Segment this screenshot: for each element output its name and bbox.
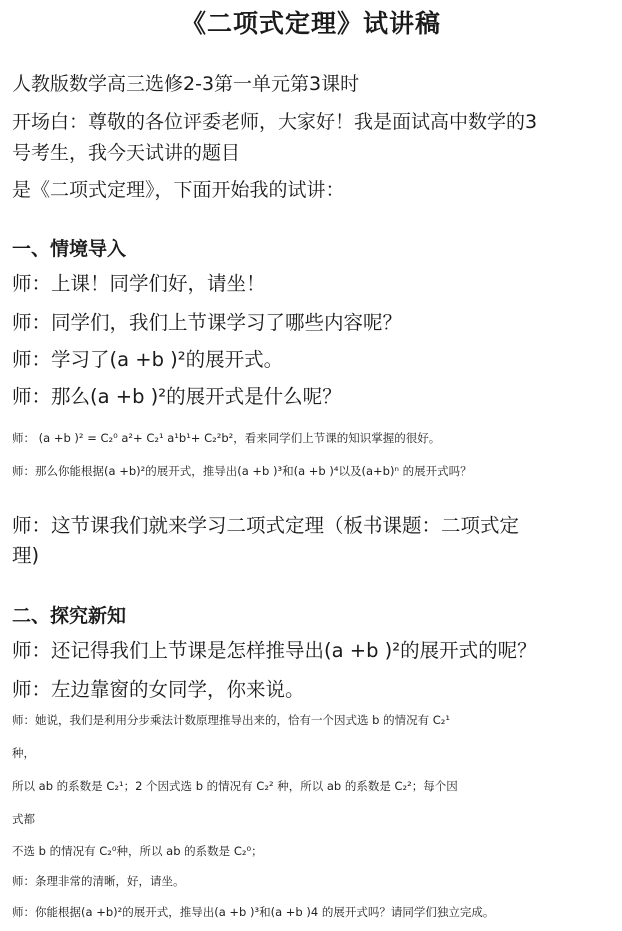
dialog-line-small: 师：你能根据(a +b)²的展开式，推导出(a +b )³和(a +b )4 的展开式吗？请同学们独立完成。 — [12, 905, 495, 919]
dialog-line-small: 式都 — [12, 812, 35, 826]
dialog-line-small: 师：条理非常的清晰，好，请坐。 — [12, 874, 185, 888]
dialog-line: 师：左边靠窗的女同学，你来说。 — [12, 678, 305, 701]
opening-line-1: 开场白：尊敬的各位评委老师，大家好！我是面试高中数学的3 — [12, 111, 538, 133]
dialog-line: 师：那么(a +b )²的展开式是什么呢？ — [12, 385, 342, 408]
dialog-line-small: 师：那么你能根据(a +b)²的展开式，推导出(a +b )³和(a +b )⁴以及(a+b)ⁿ 的展开式吗？ — [12, 464, 472, 478]
dialog-line: 师：还记得我们上节课是怎样推导出(a +b )²的展开式的呢？ — [12, 639, 537, 662]
dialog-line-small: 师：她说，我们是利用分步乘法计数原理推导出来的，恰有一个因式选 b 的情况有 C₂¹ — [12, 713, 451, 727]
dialog-line-small: 所以 ab 的系数是 C₂¹；2 个因式选 b 的情况有 C₂² 种，所以 ab 的系数是 C₂²；每个因 — [12, 779, 458, 793]
dialog-line: 师：这节课我们就来学习二项式定理（板书课题：二项式定 — [12, 514, 520, 537]
dialog-line-small: 种， — [12, 746, 35, 760]
section-heading-1: 一、情境导入 — [12, 238, 127, 260]
document-title: 《二项式定理》试讲稿 — [180, 9, 441, 38]
dialog-line: 师：同学们，我们上节课学习了哪些内容呢？ — [12, 311, 403, 334]
opening-line-3: 是《二项式定理》，下面开始我的试讲： — [12, 179, 345, 201]
dialog-line: 师：学习了(a +b )²的展开式。 — [12, 348, 284, 371]
section-heading-2: 二、探究新知 — [12, 605, 127, 627]
course-info: 人教版数学高三选修2-3第一单元第3课时 — [12, 73, 360, 95]
opening-line-2: 号考生，我今天试讲的题目 — [12, 142, 241, 164]
dialog-line: 师：上课！同学们好，请坐！ — [12, 272, 266, 295]
dialog-line-small: 不选 b 的情况有 C₂⁰种，所以 ab 的系数是 C₂⁰； — [12, 844, 263, 858]
dialog-line: 理) — [12, 544, 40, 567]
dialog-line-small: 师： (a +b )² = C₂⁰ a²+ C₂¹ a¹b¹+ C₂²b²，看来同学们上节课的知识掌握的很好。 — [12, 431, 441, 445]
